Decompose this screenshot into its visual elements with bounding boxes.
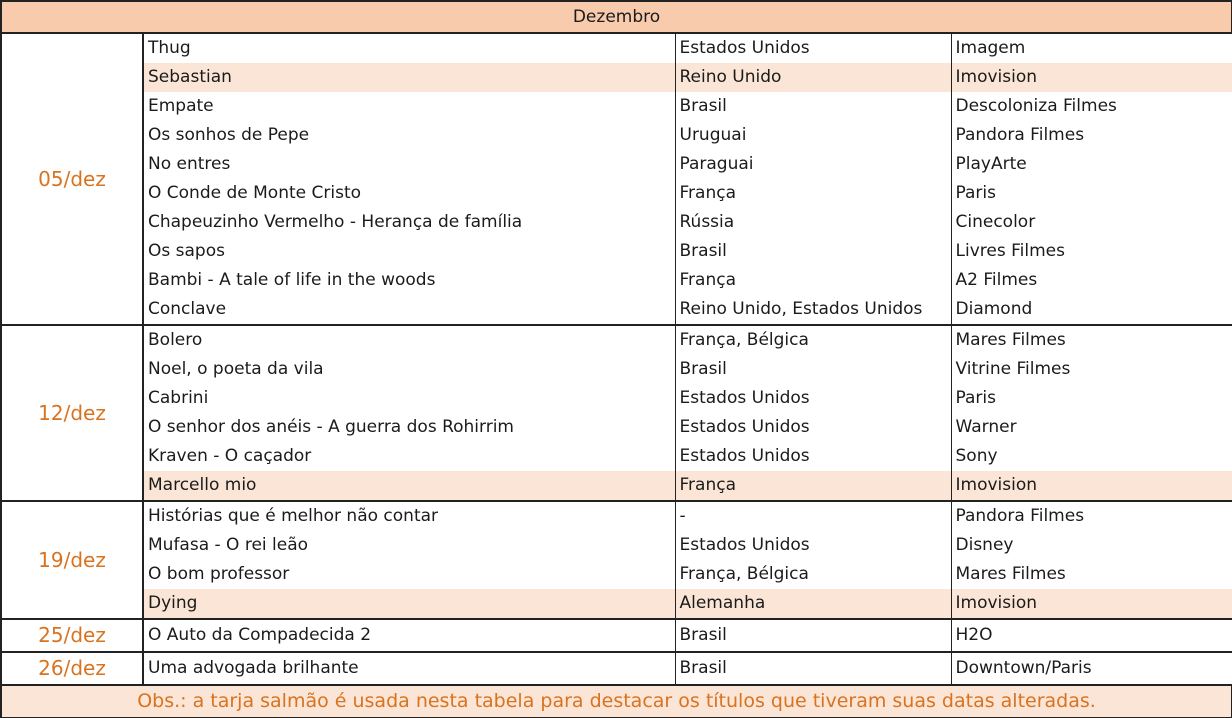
movie-row: [1, 295, 1232, 325]
movie-country: Estados Unidos: [675, 442, 951, 471]
movie-country: França: [675, 471, 951, 501]
movie-title: Bolero: [143, 325, 675, 355]
movie-distributor: Mares Filmes: [951, 325, 1232, 355]
movie-row: [1, 531, 1232, 560]
movie-distributor: A2 Filmes: [951, 266, 1232, 295]
movie-title: O bom professor: [143, 560, 675, 589]
movie-distributor: PlayArte: [951, 150, 1232, 179]
movie-country: Brasil: [675, 355, 951, 384]
movie-country: Brasil: [675, 619, 951, 652]
movie-row: [1, 121, 1232, 150]
movie-title: No entres: [143, 150, 675, 179]
movie-country: Estados Unidos: [675, 531, 951, 560]
movie-distributor: Cinecolor: [951, 208, 1232, 237]
movie-distributor: Mares Filmes: [951, 560, 1232, 589]
movie-title: Kraven - O caçador: [143, 442, 675, 471]
month-title: Dezembro: [1, 1, 1232, 33]
movie-row: [1, 560, 1232, 589]
movie-row: [1, 589, 1232, 619]
movie-country: França: [675, 266, 951, 295]
movie-country: Estados Unidos: [675, 33, 951, 63]
movie-title: Sebastian: [143, 63, 675, 92]
movie-row: [1, 619, 1232, 652]
movie-row: [1, 179, 1232, 208]
movie-country: Rússia: [675, 208, 951, 237]
movie-row: [1, 266, 1232, 295]
movie-distributor: Warner: [951, 413, 1232, 442]
movie-title: Bambi - A tale of life in the woods: [143, 266, 675, 295]
movie-row: [1, 237, 1232, 266]
movie-country: Estados Unidos: [675, 413, 951, 442]
movie-country: Estados Unidos: [675, 384, 951, 413]
movie-country: Alemanha: [675, 589, 951, 619]
movie-distributor: H2O: [951, 619, 1232, 652]
movie-title: Marcello mio: [143, 471, 675, 501]
movie-row: [1, 413, 1232, 442]
release-date: 26/dez: [1, 652, 143, 685]
release-date: 12/dez: [1, 325, 143, 501]
movie-country: Brasil: [675, 652, 951, 685]
movie-row: [1, 33, 1232, 63]
movie-title: Dying: [143, 589, 675, 619]
movie-title: O Auto da Compadecida 2: [143, 619, 675, 652]
movie-country: Paraguai: [675, 150, 951, 179]
movie-distributor: Imovision: [951, 471, 1232, 501]
movie-distributor: Paris: [951, 179, 1232, 208]
movie-country: França, Bélgica: [675, 560, 951, 589]
movie-title: Os sapos: [143, 237, 675, 266]
month-header-row: [1, 1, 1232, 33]
movie-title: Mufasa - O rei leão: [143, 531, 675, 560]
movie-title: Os sonhos de Pepe: [143, 121, 675, 150]
movie-title: O Conde de Monte Cristo: [143, 179, 675, 208]
release-date: 25/dez: [1, 619, 143, 652]
movie-country: Reino Unido, Estados Unidos: [675, 295, 951, 325]
movie-row: [1, 652, 1232, 685]
movie-title: Conclave: [143, 295, 675, 325]
movie-country: Uruguai: [675, 121, 951, 150]
movie-row: [1, 208, 1232, 237]
movie-country: França: [675, 179, 951, 208]
movie-title: Cabrini: [143, 384, 675, 413]
movie-country: Brasil: [675, 92, 951, 121]
movie-row: [1, 150, 1232, 179]
movie-title: O senhor dos anéis - A guerra dos Rohirrim: [143, 413, 675, 442]
movie-row: [1, 325, 1232, 355]
movie-title: Empate: [143, 92, 675, 121]
release-date: 19/dez: [1, 501, 143, 619]
movie-distributor: Imovision: [951, 63, 1232, 92]
movie-distributor: Imagem: [951, 33, 1232, 63]
movie-row: [1, 355, 1232, 384]
release-date: 05/dez: [1, 33, 143, 325]
movie-title: Histórias que é melhor não contar: [143, 501, 675, 531]
movie-distributor: Livres Filmes: [951, 237, 1232, 266]
movie-distributor: Descoloniza Filmes: [951, 92, 1232, 121]
movie-row: [1, 442, 1232, 471]
movie-row: [1, 384, 1232, 413]
movie-title: Chapeuzinho Vermelho - Herança de família: [143, 208, 675, 237]
movie-distributor: Disney: [951, 531, 1232, 560]
movie-distributor: Imovision: [951, 589, 1232, 619]
movie-row: [1, 92, 1232, 121]
movie-distributor: Pandora Filmes: [951, 121, 1232, 150]
movie-title: Uma advogada brilhante: [143, 652, 675, 685]
movie-country: Brasil: [675, 237, 951, 266]
movie-distributor: Downtown/Paris: [951, 652, 1232, 685]
movie-title: Noel, o poeta da vila: [143, 355, 675, 384]
footnote: Obs.: a tarja salmão é usada nesta tabela para destacar os títulos que tiveram suas datas alteradas.: [1, 685, 1232, 718]
movie-distributor: Diamond: [951, 295, 1232, 325]
movie-distributor: Pandora Filmes: [951, 501, 1232, 531]
movie-country: Reino Unido: [675, 63, 951, 92]
movie-row: [1, 501, 1232, 531]
schedule-body: [1, 1, 1232, 718]
movie-country: França, Bélgica: [675, 325, 951, 355]
movie-title: Thug: [143, 33, 675, 63]
movie-country: -: [675, 501, 951, 531]
movie-row: [1, 63, 1232, 92]
movie-distributor: Sony: [951, 442, 1232, 471]
movie-row: [1, 471, 1232, 501]
movie-distributor: Vitrine Filmes: [951, 355, 1232, 384]
movie-distributor: Paris: [951, 384, 1232, 413]
note-row: [1, 685, 1232, 718]
